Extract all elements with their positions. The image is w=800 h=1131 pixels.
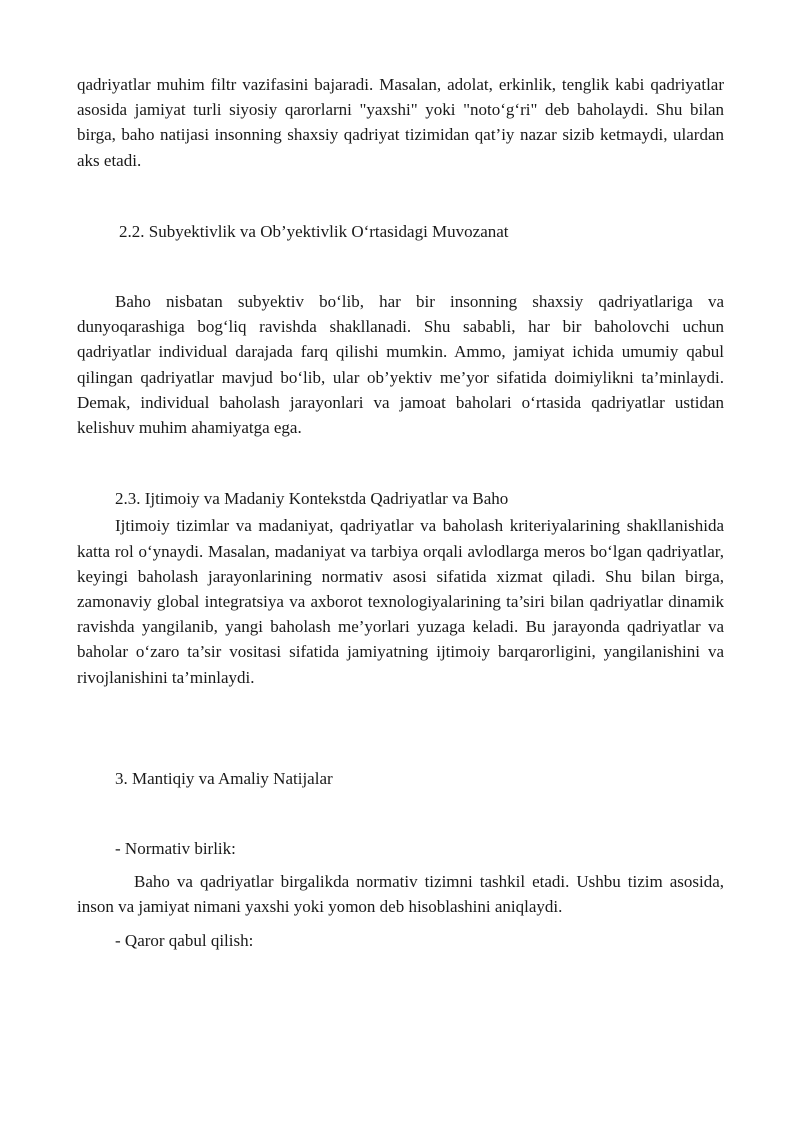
section-2-2-heading: 2.2. Subyektivlik va Ob’yektivlik O‘rtasidagi Muvozanat [119, 221, 509, 241]
section-2-2-paragraph: Baho nisbatan subyektiv bo‘lib, har bir insonning shaxsiy qadriyatlariga va dunyoqarashiga bog‘liq ravishda shakllanadi. Shu sababli, har bir baholovchi uchun qadriyatlar individual darajada farq qilishi mumkin. Ammo, jamiyat ichida umumiy qabul qilingan qadriyatlar mavjud bo‘lib, ular ob’yektiv me’yor sifatida doimiylikni ta’minlaydi. Demak, individual baholash jarayonlari va jamoat baholari o‘rtasida qadriyatlar ustidan kelishuv muhim ahamiyatga ega. [77, 292, 724, 438]
qaror-qabul-label: - Qaror qabul qilish: [115, 930, 254, 950]
section-2-3-heading: 2.3. Ijtimoiy va Madaniy Kontekstda Qadriyatlar va Baho [115, 489, 509, 509]
normativ-birlik-label: - Normativ birlik: [115, 839, 236, 859]
document-page [77, 72, 724, 953]
normativ-birlik-text: Baho va qadriyatlar birgalikda normativ tizimni tashkil etadi. Ushbu tizim asosida, inson va jamiyat nimani yaxshi yoki yomon deb hisoblashini aniqlaydi. [77, 872, 724, 917]
intro-paragraph: qadriyatlar muhim filtr vazifasini bajaradi. Masalan, adolat, erkinlik, tenglik kabi qadriyatlar asosida jamiyat turli siyosiy qarorlarni "yaxshi" yoki "noto‘g‘ri" deb baholaydi. Shu bilan birga, baho natijasi insonning shaxsiy qadriyat tizimidan qat’iy nazar sizib ketmaydi, ulardan aks etadi. [77, 75, 724, 170]
section-2-3-paragraph: Ijtimoiy tizimlar va madaniyat, qadriyatlar va baholash kriteriyalarining shakllanishida katta rol o‘ynaydi. Masalan, madaniyat va tarbiya orqali avlodlarga meros bo‘lgan qadriyatlar, keyingi baholash jarayonlarining normativ asosi sifatida xizmat qiladi. Shu bilan birga, zamonaviy global integratsiya va axborot texnologiyalarining ta’siri bilan qadriyatlar dinamik ravishda yangilanib, yangi baholash me’yorlari yuzaga keladi. Bu jarayonda qadriyatlar va baholar o‘zaro ta’sir vositasi sifatida jamiyatning ijtimoiy barqarorligini, yangilanishini va rivojlanishini ta’minlaydi. [77, 516, 724, 687]
section-3-heading: 3. Mantiqiy va Amaliy Natijalar [115, 768, 333, 788]
